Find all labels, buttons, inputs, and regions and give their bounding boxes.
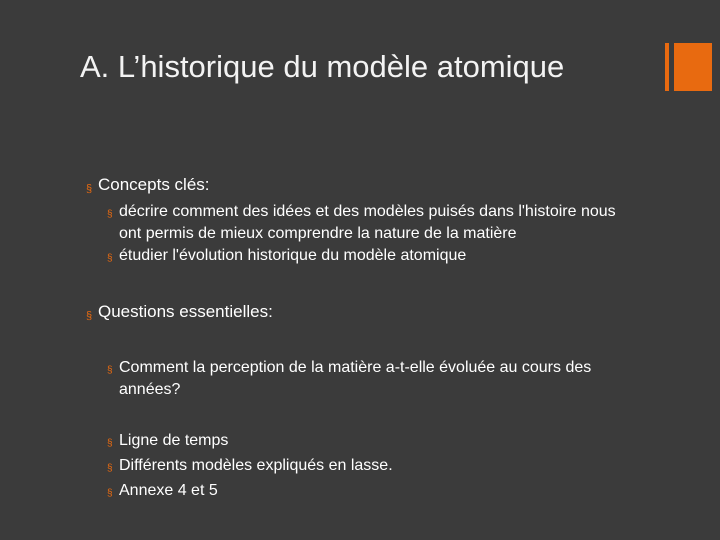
resource-item bbox=[107, 455, 637, 477]
bullet-icon: § bbox=[107, 209, 113, 220]
bullet-icon: § bbox=[107, 438, 113, 449]
resource-item-text: Annexe 4 et 5 bbox=[119, 482, 218, 499]
accent-bar-thick bbox=[674, 43, 712, 91]
concepts-list bbox=[107, 201, 637, 267]
questions-list bbox=[107, 357, 637, 401]
resource-item bbox=[107, 430, 637, 452]
concept-item-text: décrire comment des idées et des modèles puisés dans l'histoire nous ont permis de mieux comprendre la nature de la matière bbox=[119, 203, 616, 242]
resources-list bbox=[107, 430, 637, 502]
questions-heading-item bbox=[86, 301, 646, 323]
concept-item-text: étudier l'évolution historique du modèle atomique bbox=[119, 247, 467, 264]
question-item bbox=[107, 357, 637, 401]
resource-item-text: Ligne de temps bbox=[119, 432, 229, 449]
resource-item-text: Différents modèles expliqués en lasse. bbox=[119, 457, 393, 474]
concepts-heading-item bbox=[86, 174, 646, 196]
question-item-text: Comment la perception de la matière a-t-elle évoluée au cours des années? bbox=[119, 359, 592, 398]
concept-item bbox=[107, 245, 637, 267]
bullet-icon: § bbox=[86, 183, 93, 195]
bullet-icon: § bbox=[107, 488, 113, 499]
questions-heading: Questions essentielles: bbox=[98, 302, 273, 321]
resource-item bbox=[107, 480, 637, 502]
accent-bar-icon bbox=[665, 43, 712, 91]
bullet-icon: § bbox=[107, 365, 113, 376]
accent-bar-thin bbox=[665, 43, 669, 91]
questions-section bbox=[86, 301, 646, 323]
concepts-section bbox=[86, 174, 646, 196]
concepts-heading: Concepts clés: bbox=[98, 175, 210, 194]
bullet-icon: § bbox=[107, 253, 113, 264]
bullet-icon: § bbox=[107, 463, 113, 474]
bullet-icon: § bbox=[86, 310, 93, 322]
concept-item bbox=[107, 201, 637, 245]
slide-title: A. L’historique du modèle atomique bbox=[80, 49, 565, 84]
